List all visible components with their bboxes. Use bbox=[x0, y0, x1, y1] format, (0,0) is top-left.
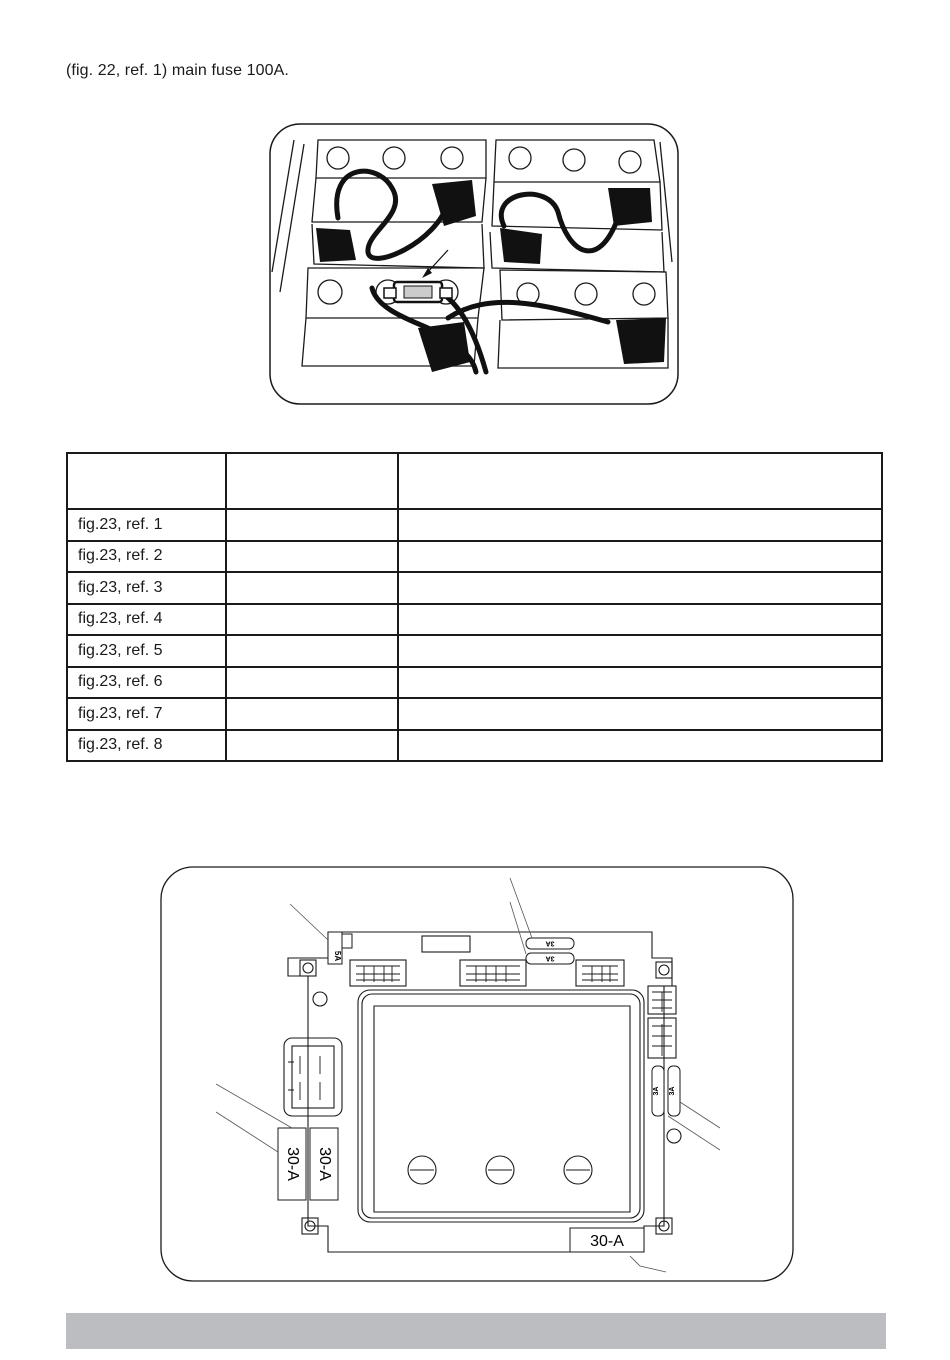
table-cell-ref: fig.23, ref. 1 bbox=[67, 509, 226, 541]
table-cell bbox=[226, 604, 398, 636]
table-cell-ref: fig.23, ref. 5 bbox=[67, 635, 226, 667]
table-cell bbox=[226, 541, 398, 573]
table-cell bbox=[226, 667, 398, 699]
fuse-30a-left-1-label: 30-A bbox=[283, 1147, 301, 1181]
table-header-row bbox=[67, 453, 882, 509]
fuse-30a-left-2-label: 30-A bbox=[315, 1147, 333, 1181]
intro-text: (fig. 22, ref. 1) main fuse 100A. bbox=[66, 62, 289, 79]
fuse-30a-bottom bbox=[570, 1228, 644, 1252]
controller-board-figure bbox=[160, 866, 794, 1282]
main-fuse bbox=[384, 282, 452, 302]
table-cell-ref: fig.23, ref. 3 bbox=[67, 572, 226, 604]
fuse-3a-top-1-label: 3A bbox=[545, 939, 555, 947]
table-cell bbox=[226, 572, 398, 604]
table-header-cell bbox=[67, 453, 226, 509]
table-cell bbox=[398, 604, 882, 636]
table-cell bbox=[398, 572, 882, 604]
table-cell bbox=[398, 635, 882, 667]
fuse-5a-label: 5A bbox=[333, 950, 342, 962]
table-cell bbox=[226, 509, 398, 541]
table-header-cell bbox=[398, 453, 882, 509]
fuse-3a-right-1-label: 3A bbox=[653, 1086, 660, 1096]
footer-bar bbox=[66, 1313, 886, 1349]
table-cell bbox=[398, 509, 882, 541]
table-row bbox=[67, 730, 882, 762]
table-cell-ref: fig.23, ref. 7 bbox=[67, 698, 226, 730]
table-row bbox=[67, 667, 882, 699]
table-cell bbox=[398, 667, 882, 699]
table-row bbox=[67, 541, 882, 573]
table-row bbox=[67, 604, 882, 636]
fuse-3a-right-2-label: 3A bbox=[669, 1086, 676, 1096]
battery-fuse-figure bbox=[268, 122, 680, 406]
table-header-cell bbox=[226, 453, 398, 509]
table-cell bbox=[226, 698, 398, 730]
fuse-3a-top-2-label: 3A bbox=[545, 954, 555, 962]
fuse-reference-table bbox=[66, 452, 883, 762]
table-row bbox=[67, 635, 882, 667]
table-cell bbox=[226, 730, 398, 762]
fuse-30a-bottom-label: 30-A bbox=[590, 1233, 624, 1250]
table-cell-ref: fig.23, ref. 8 bbox=[67, 730, 226, 762]
table-cell-ref: fig.23, ref. 6 bbox=[67, 667, 226, 699]
table-cell bbox=[226, 635, 398, 667]
table-cell-ref: fig.23, ref. 4 bbox=[67, 604, 226, 636]
table-cell bbox=[398, 730, 882, 762]
table-row bbox=[67, 509, 882, 541]
table-cell-ref: fig.23, ref. 2 bbox=[67, 541, 226, 573]
table-row bbox=[67, 698, 882, 730]
table-row bbox=[67, 572, 882, 604]
table-cell bbox=[398, 698, 882, 730]
table-cell bbox=[398, 541, 882, 573]
